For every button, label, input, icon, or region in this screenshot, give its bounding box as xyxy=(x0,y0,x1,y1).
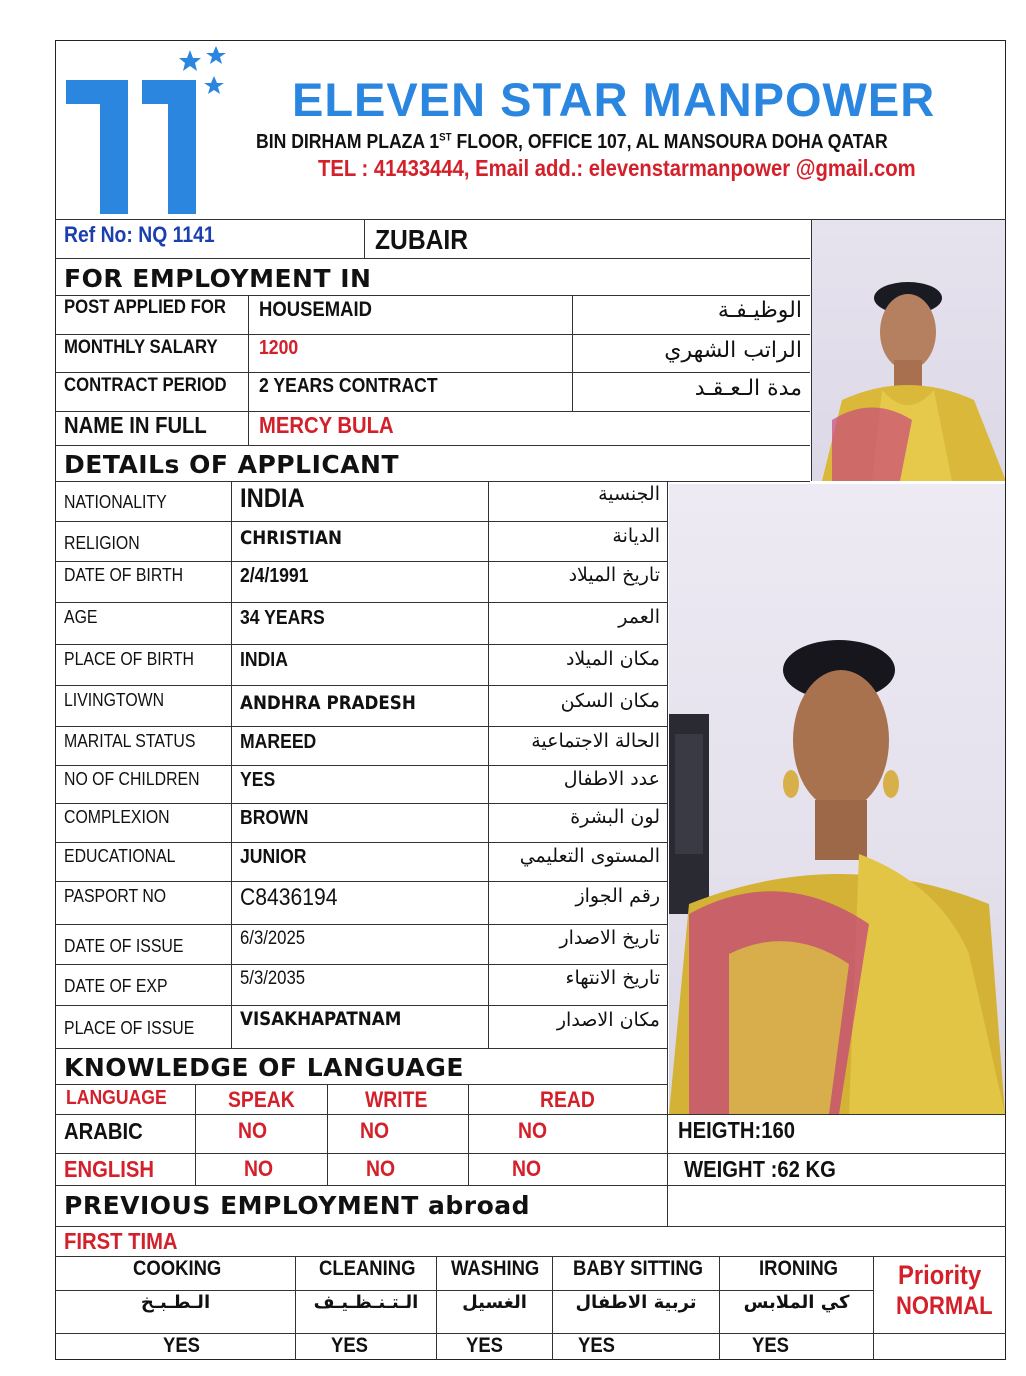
skill-baby-sitting-label: BABY SITTING xyxy=(573,1257,704,1280)
exp-date-value: 5/3/2035 xyxy=(240,968,306,989)
age-value: 34 YEARS xyxy=(240,607,325,629)
complexion-label: COMPLEXION xyxy=(64,807,170,827)
skill-cleaning-value: YES xyxy=(331,1334,368,1357)
religion-value: CHRISTIAN xyxy=(240,527,342,549)
salary-label: MONTHLY SALARY xyxy=(64,337,218,358)
applicant-photo-large xyxy=(669,484,1005,1114)
issue-date-value: 6/3/2025 xyxy=(240,928,306,949)
religion-arabic: الديانة xyxy=(612,525,660,547)
pob-value: INDIA xyxy=(240,649,288,671)
write-col-header: WRITE xyxy=(365,1087,428,1112)
skill-ironing-arabic: كي الملابس xyxy=(743,1292,850,1313)
education-label: EDUCATIONAL xyxy=(64,846,176,866)
read-value: NO xyxy=(518,1118,548,1143)
details-heading: DETAILs OF APPLICANT xyxy=(64,450,400,479)
agent-name: ZUBAIR xyxy=(375,224,469,255)
height-value: HEIGTH:160 xyxy=(678,1117,795,1143)
pob-label: PLACE OF BIRTH xyxy=(64,649,194,669)
write-value: NO xyxy=(360,1118,390,1143)
language-heading: KNOWLEDGE OF LANGUAGE xyxy=(64,1053,464,1082)
age-arabic: العمر xyxy=(618,606,660,628)
issue-place-arabic: مكان الاصدار xyxy=(556,1009,660,1031)
issue-place-value: VISAKHAPATNAM xyxy=(240,1008,402,1030)
skill-baby-sitting-value: YES xyxy=(578,1334,615,1357)
language-col-header: LANGUAGE xyxy=(66,1087,167,1109)
passport-value: C8436194 xyxy=(240,884,338,911)
education-arabic: المستوى التعليمي xyxy=(519,845,660,867)
skill-washing-label: WASHING xyxy=(451,1257,540,1280)
pob-arabic: مكان الميلاد xyxy=(565,648,660,670)
dob-label: DATE OF BIRTH xyxy=(64,565,184,585)
company-logo xyxy=(60,42,230,217)
dob-arabic: تاريخ الميلاد xyxy=(568,564,660,586)
dob-value: 2/4/1991 xyxy=(240,565,309,587)
livingtown-value: ANDHRA PRADESH xyxy=(240,692,416,714)
religion-label: RELIGION xyxy=(64,533,140,553)
skill-washing-value: YES xyxy=(466,1334,503,1357)
skill-cooking-value: YES xyxy=(163,1334,200,1357)
employment-heading: FOR EMPLOYMENT IN xyxy=(64,264,372,293)
skill-cleaning-label: CLEANING xyxy=(319,1257,416,1280)
exp-date-arabic: تاريخ الانتهاء xyxy=(565,967,660,989)
priority-value: NORMAL xyxy=(896,1292,993,1320)
skill-cooking-label: COOKING xyxy=(133,1257,222,1280)
read-col-header: READ xyxy=(540,1087,595,1112)
children-arabic: عدد الاطفال xyxy=(563,768,660,790)
issue-date-label: DATE OF ISSUE xyxy=(64,936,184,956)
marital-value: MAREED xyxy=(240,731,317,753)
company-address: BIN DIRHAM PLAZA 1ST FLOOR, OFFICE 107, AL MANSOURA DOHA QATAR xyxy=(256,131,888,153)
skill-baby-sitting-arabic: تربية الاطفال xyxy=(575,1292,697,1313)
language-name: ARABIC xyxy=(64,1118,143,1144)
complexion-arabic: لون البشرة xyxy=(570,806,660,828)
passport-arabic: رقم الجواز xyxy=(575,885,660,907)
exp-date-label: DATE OF EXP xyxy=(64,976,168,996)
speak-col-header: SPEAK xyxy=(228,1087,295,1112)
contract-arabic: مدة الـعـقـد xyxy=(694,376,802,401)
language-name: ENGLISH xyxy=(64,1156,154,1182)
previous-employment-value: FIRST TIMA xyxy=(64,1228,178,1254)
post-value: HOUSEMAID xyxy=(259,298,372,321)
full-name-value: MERCY BULA xyxy=(259,412,394,438)
nationality-label: NATIONALITY xyxy=(64,492,167,512)
priority-label: Priority xyxy=(898,1260,982,1290)
nationality-value: INDIA xyxy=(240,483,305,513)
speak-value: NO xyxy=(238,1118,268,1143)
children-value: YES xyxy=(240,769,276,791)
post-arabic: الوظيـفـة xyxy=(717,298,802,323)
age-label: AGE xyxy=(64,607,98,627)
post-label: POST APPLIED FOR xyxy=(64,297,226,318)
company-name: ELEVEN STAR MANPOWER xyxy=(292,73,936,126)
previous-employment-heading: PREVIOUS EMPLOYMENT abroad xyxy=(64,1191,531,1220)
salary-value: 1200 xyxy=(259,337,299,359)
skill-cleaning-arabic: الـتـنـظـيـف xyxy=(313,1292,419,1313)
marital-label: MARITAL STATUS xyxy=(64,731,196,751)
salary-arabic: الراتب الشهري xyxy=(664,338,802,363)
weight-value: WEIGHT :62 KG xyxy=(684,1156,836,1182)
marital-arabic: الحالة الاجتماعية xyxy=(531,730,660,752)
contract-value: 2 YEARS CONTRACT xyxy=(259,375,438,397)
children-label: NO OF CHILDREN xyxy=(64,769,200,789)
issue-date-arabic: تاريخ الاصدار xyxy=(559,927,660,949)
complexion-value: BROWN xyxy=(240,807,309,829)
nationality-arabic: الجنسية xyxy=(598,483,660,505)
full-name-label: NAME IN FULL xyxy=(64,412,207,438)
speak-value: NO xyxy=(244,1156,274,1181)
skill-ironing-label: IRONING xyxy=(759,1257,839,1280)
contract-label: CONTRACT PERIOD xyxy=(64,375,227,396)
skill-ironing-value: YES xyxy=(752,1334,789,1357)
issue-place-label: PLACE OF ISSUE xyxy=(64,1018,195,1038)
skill-cooking-arabic: الـطـبـخ xyxy=(140,1292,211,1313)
applicant-photo-small xyxy=(811,220,1005,481)
skill-washing-arabic: الغسيل xyxy=(462,1292,527,1313)
livingtown-arabic: مكان السكن xyxy=(560,690,660,712)
read-value: NO xyxy=(512,1156,542,1181)
ref-number: Ref No: NQ 1141 xyxy=(64,222,215,247)
write-value: NO xyxy=(366,1156,396,1181)
education-value: JUNIOR xyxy=(240,846,307,868)
passport-label: PASPORT NO xyxy=(64,886,167,906)
livingtown-label: LIVINGTOWN xyxy=(64,690,165,710)
company-contact: TEL : 41433444, Email add.: elevenstarmanpower @gmail.com xyxy=(318,155,916,181)
